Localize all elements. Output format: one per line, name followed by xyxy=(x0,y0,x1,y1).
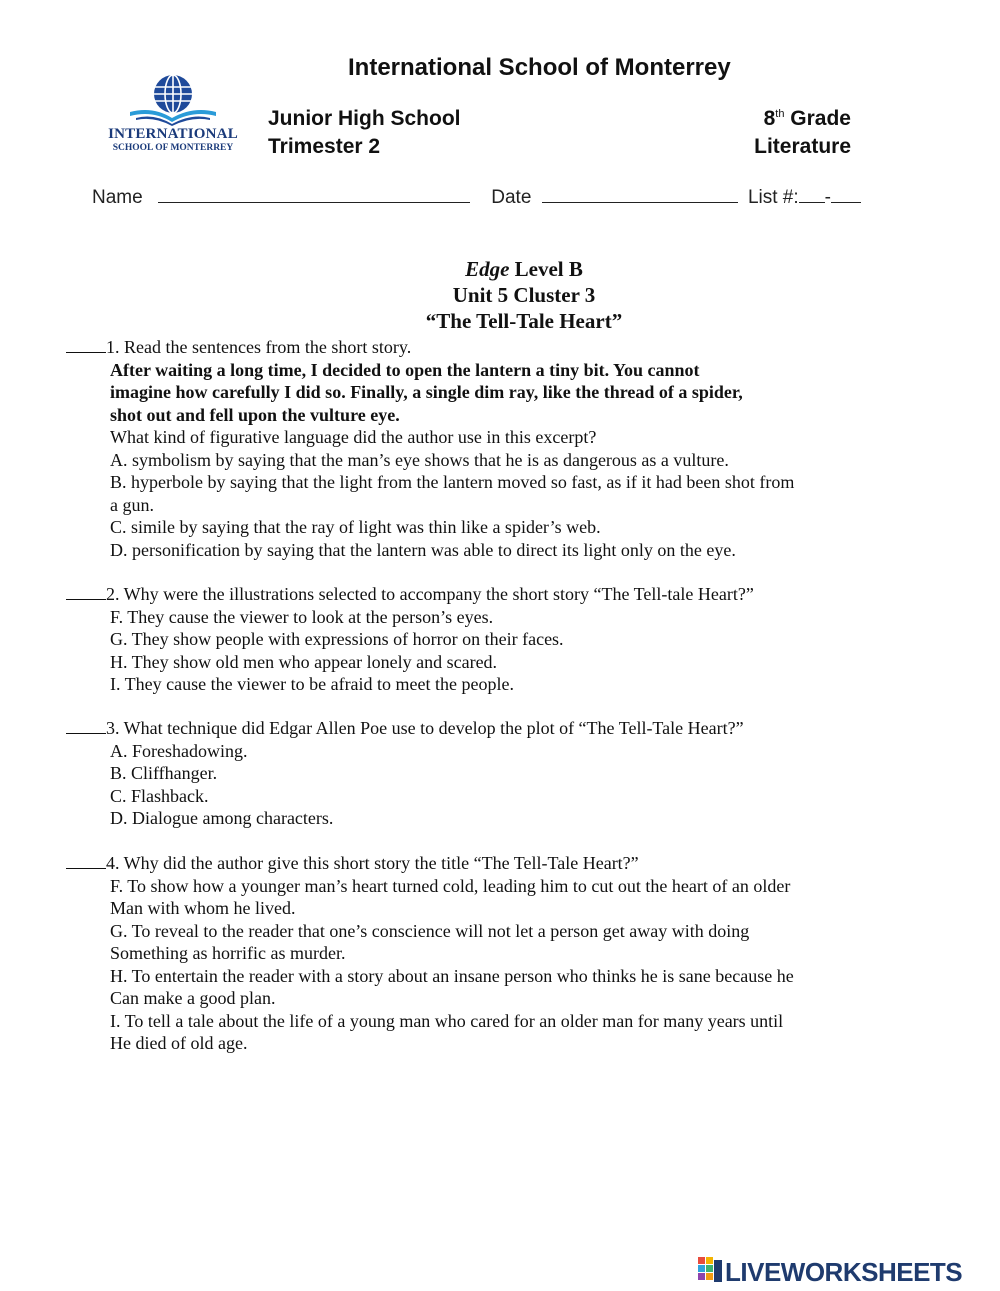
school-logo xyxy=(108,72,238,158)
date-label: Date xyxy=(491,187,532,208)
story-title: “The Tell-Tale Heart” xyxy=(425,309,623,333)
option-b-cont: a gun. xyxy=(110,494,154,515)
worksheet-title xyxy=(300,256,748,334)
option-g: G. To reveal to the reader that one’s conscience will not let a person get away with doing xyxy=(110,920,750,941)
globe-book-icon xyxy=(108,72,238,128)
question-2 xyxy=(66,583,754,696)
option-h: H. To entertain the reader with a story about an insane person who thinks he is sane because he xyxy=(110,965,794,986)
liveworksheets-logo-icon xyxy=(697,1256,723,1286)
level-text: Level B xyxy=(514,257,583,281)
name-field[interactable] xyxy=(158,186,470,203)
question-1-prompt: What kind of figurative language did the author use in this excerpt? xyxy=(110,427,597,447)
option-f: F. They cause the viewer to look at the person’s eyes. xyxy=(110,606,494,627)
option-i-cont: He died of old age. xyxy=(110,1033,248,1053)
question-2-stem: 2. Why were the illustrations selected to accompany the short story “The Tell-tale Heart?” xyxy=(106,584,754,604)
option-i: I. To tell a tale about the life of a young man who cared for an older man for many years until xyxy=(110,1010,784,1031)
logo-text-line1: INTERNATIONAL xyxy=(108,126,238,142)
subject-label: Literature xyxy=(754,135,851,158)
grade-label xyxy=(700,107,851,131)
quote-line: shot out and fell upon the vulture eye. xyxy=(110,404,400,425)
grade-number: 8 xyxy=(763,107,776,130)
answer-blank-4[interactable] xyxy=(66,854,106,869)
quote-line: imagine how carefully I did so. Finally, a single dim ray, like the thread of a spider, xyxy=(110,382,743,402)
student-info-row xyxy=(92,186,867,209)
option-a: A. Foreshadowing. xyxy=(110,740,248,761)
option-h-cont: Can make a good plan. xyxy=(110,988,276,1008)
option-g: G. They show people with expressions of horror on their faces. xyxy=(110,629,564,649)
name-label: Name xyxy=(92,187,143,208)
unit-title: Unit 5 Cluster 3 xyxy=(452,283,596,307)
option-i: I. They cause the viewer to be afraid to meet the people. xyxy=(110,674,514,694)
option-f: F. To show how a younger man’s heart turned cold, leading him to cut out the heart of an older xyxy=(110,875,791,896)
option-b: B. hyperbole by saying that the light from the lantern moved so fast, as if it had been shot from xyxy=(110,472,795,492)
option-g-cont: Something as horrific as murder. xyxy=(110,943,346,963)
trimester-label: Trimester 2 xyxy=(268,135,381,158)
option-f-cont: Man with whom he lived. xyxy=(110,898,296,918)
section-label: Junior High School xyxy=(268,107,461,130)
edge-title: Edge xyxy=(465,257,510,281)
answer-blank-2[interactable] xyxy=(66,585,106,600)
option-d: D. personification by saying that the lantern was able to direct its light only on the eye. xyxy=(110,539,736,560)
option-d: D. Dialogue among characters. xyxy=(110,808,334,828)
option-c: C. Flashback. xyxy=(110,785,209,806)
grade-word: Grade xyxy=(790,107,851,130)
question-4 xyxy=(66,852,794,1055)
list-field-part1[interactable] xyxy=(799,186,825,203)
school-name: International School of Monterrey xyxy=(348,54,731,81)
answer-blank-1[interactable] xyxy=(66,338,106,353)
list-label: List #: xyxy=(747,187,799,208)
question-3-stem: 3. What technique did Edgar Allen Poe use to develop the plot of “The Tell-Tale Heart?” xyxy=(106,718,744,738)
list-separator: - xyxy=(824,187,831,208)
liveworksheets-text: LIVEWORKSHEETS xyxy=(725,1257,963,1287)
option-c: C. simile by saying that the ray of light was thin like a spider’s web. xyxy=(110,517,601,537)
option-b: B. Cliffhanger. xyxy=(110,763,218,783)
question-4-stem: 4. Why did the author give this short story the title “The Tell-Tale Heart?” xyxy=(106,853,639,873)
list-field-part2[interactable] xyxy=(831,186,861,203)
level-title xyxy=(300,256,748,282)
answer-blank-3[interactable] xyxy=(66,719,106,734)
question-1 xyxy=(66,336,794,561)
question-1-stem: 1. Read the sentences from the short story. xyxy=(106,337,412,357)
grade-suffix: th xyxy=(775,108,785,120)
logo-text-line2: SCHOOL OF MONTERREY xyxy=(112,143,234,153)
date-field[interactable] xyxy=(542,186,738,203)
option-h: H. They show old men who appear lonely and scared. xyxy=(110,651,498,672)
question-3 xyxy=(66,717,744,830)
option-a: A. symbolism by saying that the man’s eye shows that he is as dangerous as a vulture. xyxy=(110,449,729,470)
quote-line: After waiting a long time, I decided to open the lantern a tiny bit. You cannot xyxy=(110,359,700,380)
